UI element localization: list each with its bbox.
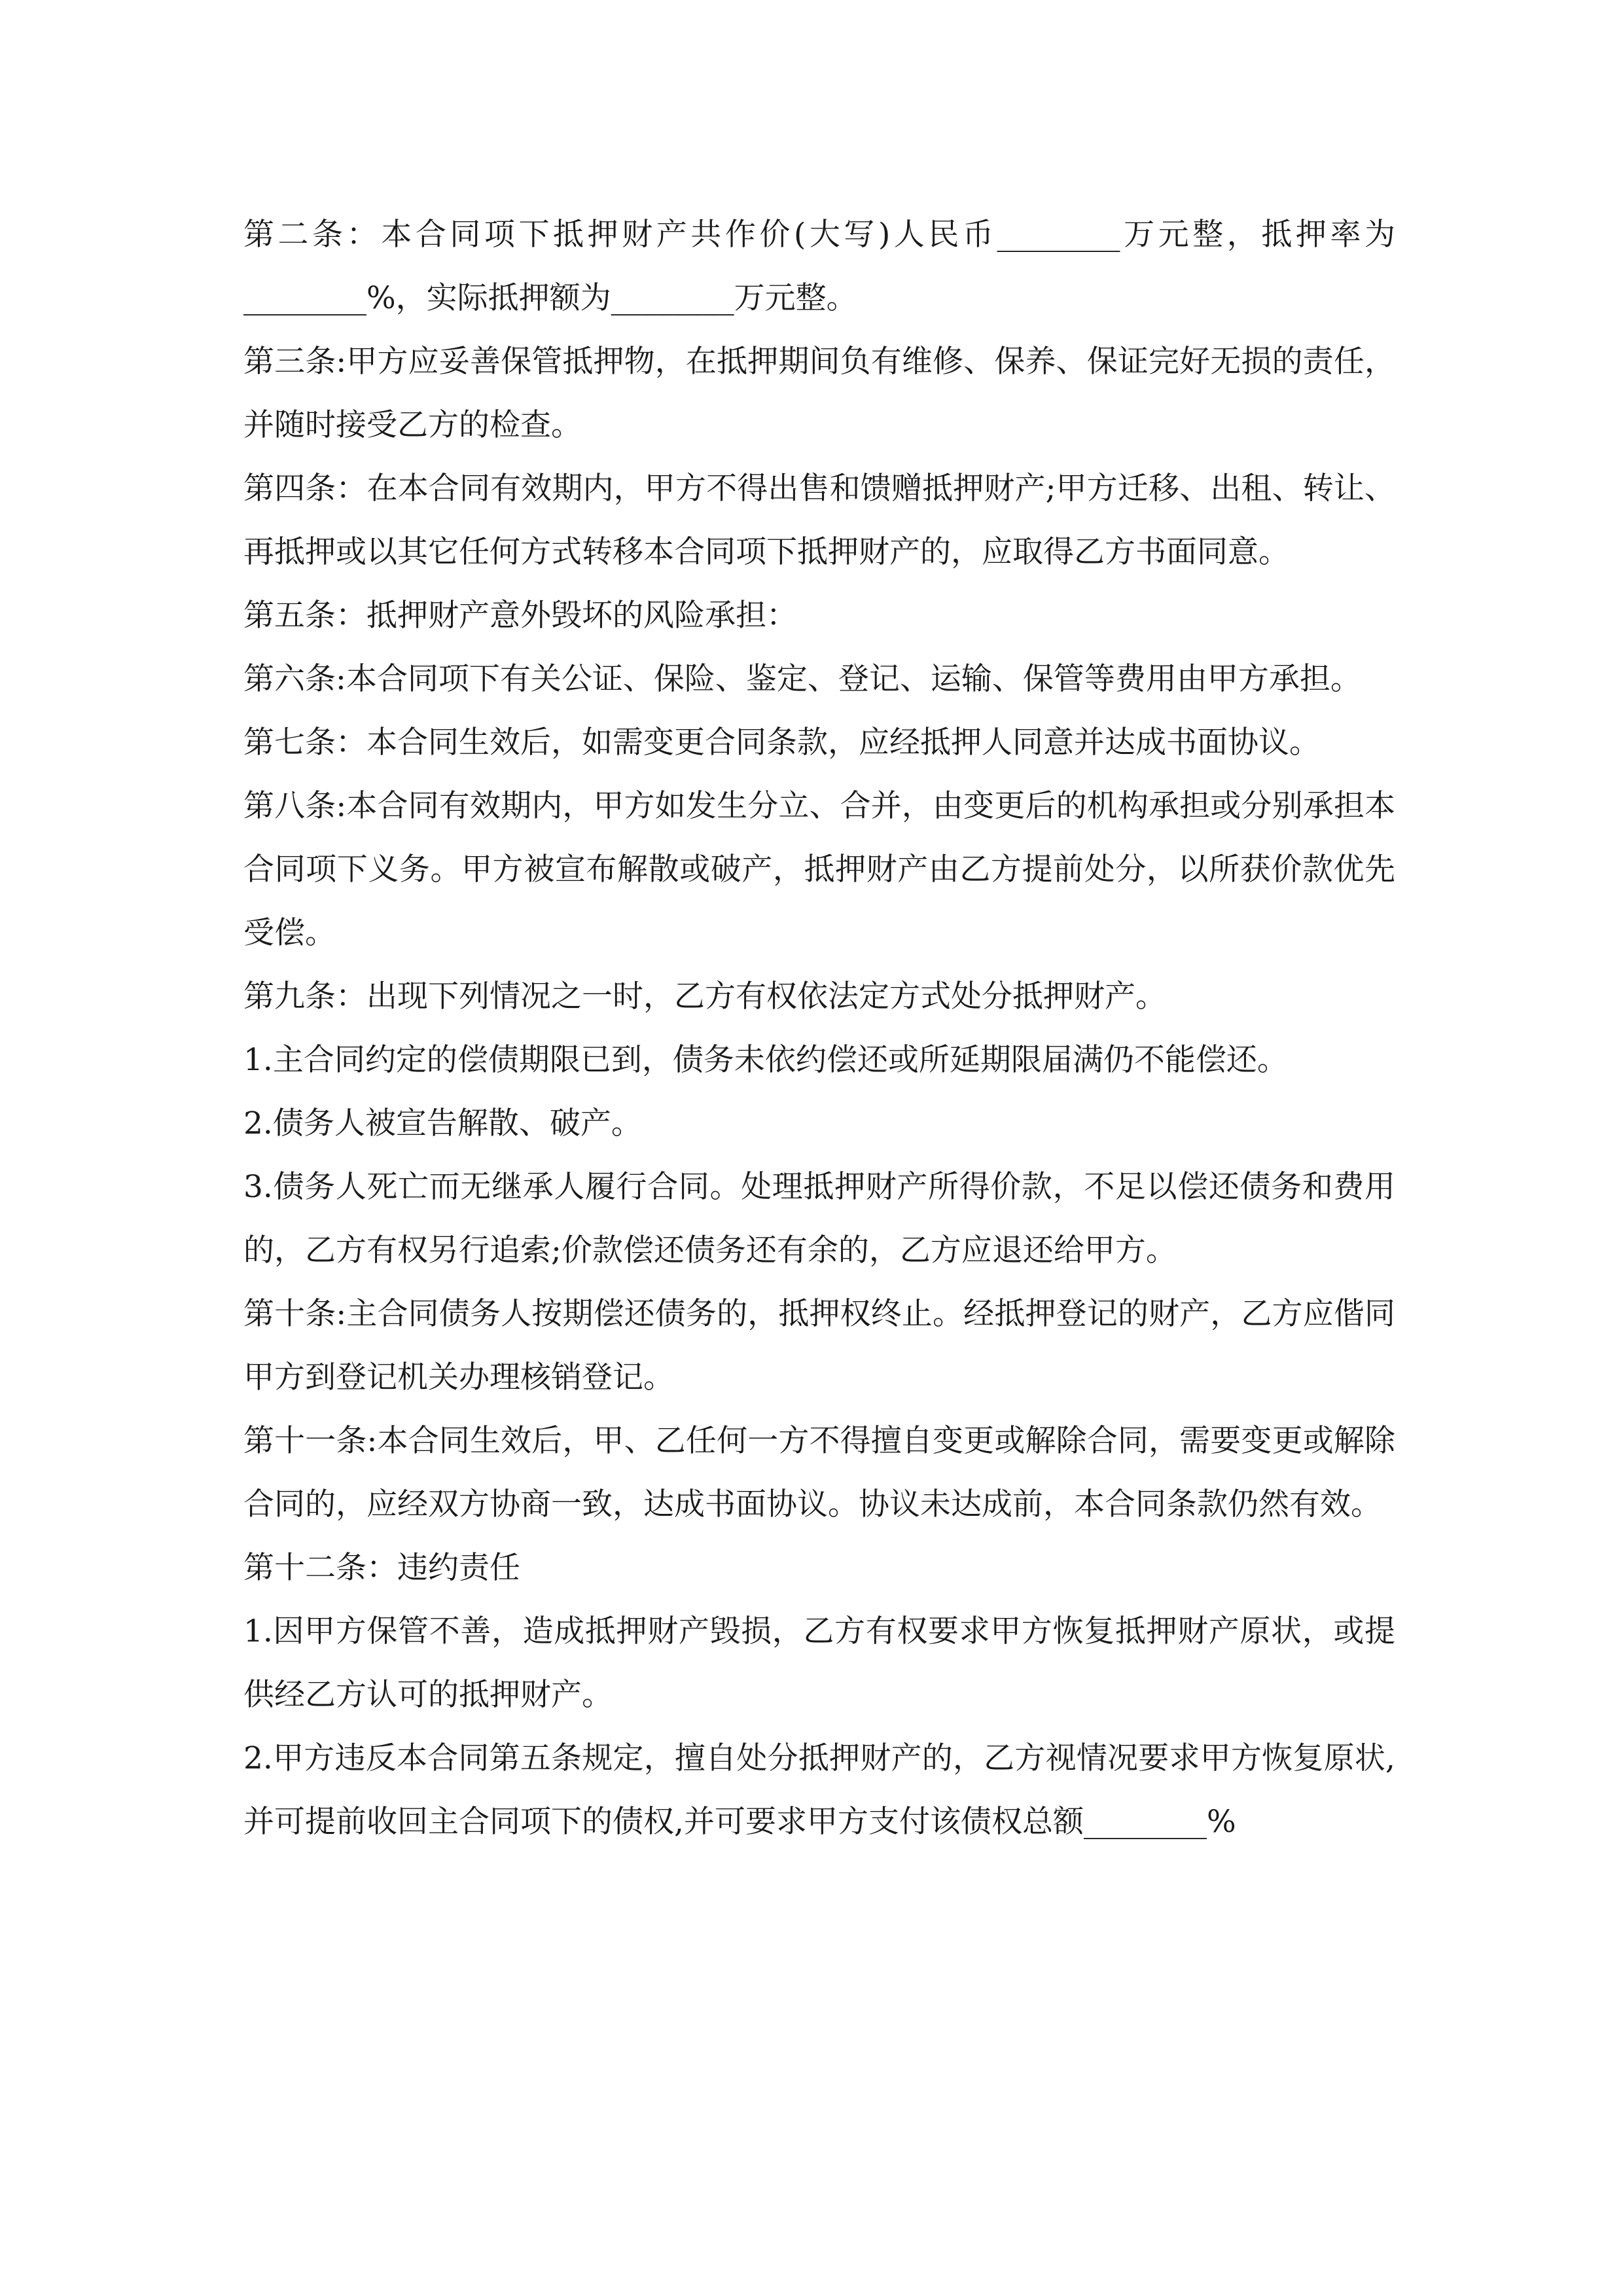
clause-7: 第七条：本合同生效后，如需变更合同条款，应经抵押人同意并达成书面协议。 [243,725,1320,761]
clause-9-item-2: 2.债务人被宣告解散、破产。 [243,1105,642,1141]
clause-12-item-2: 2.甲方违反本合同第五条规定，擅自处分抵押财产的，乙方视情况要求甲方恢复原状,并可提前收回主合同项下的债权,并可要求甲方支付该债权总额________% [243,1740,1395,1840]
clause-6: 第六条:本合同项下有关公证、保险、鉴定、登记、运输、保管等费用由甲方承担。 [243,661,1361,697]
clause-11: 第十一条:本合同生效后，甲、乙任何一方不得擅自变更或解除合同，需要变更或解除合同的，应经双方协商一致，达成书面协议。协议未达成前，本合同条款仍然有效。 [243,1423,1395,1522]
clause-2: 第二条：本合同项下抵押财产共作价(大写)人民币________万元整，抵押率为________%，实际抵押额为________万元整。 [243,217,1395,316]
clause-12: 第十二条：违约责任 [243,1550,520,1586]
clause-10: 第十条:主合同债务人按期偿还债务的，抵押权终止。经抵押登记的财产，乙方应偕同甲方到登记机关办理核销登记。 [243,1296,1395,1395]
clause-9-item-3: 3.债务人死亡而无继承人履行合同。处理抵押财产所得价款，不足以偿还债务和费用的，乙方有权另行追索;价款偿还债务还有余的，乙方应退还给甲方。 [243,1169,1395,1268]
clause-8: 第八条:本合同有效期内，甲方如发生分立、合并，由变更后的机构承担或分别承担本合同项下义务。甲方被宣布解散或破产，抵押财产由乙方提前处分，以所获价款优先受偿。 [243,788,1395,951]
clause-5: 第五条：抵押财产意外毁坏的风险承担： [243,598,797,634]
clause-9-item-1: 1.主合同约定的偿债期限已到，债务未依约偿还或所延期限届满仍不能偿还。 [243,1042,1288,1078]
clause-9: 第九条：出现下列情况之一时，乙方有权依法定方式处分抵押财产。 [243,978,1166,1014]
clause-3: 第三条:甲方应妥善保管抵押物，在抵押期间负有维修、保养、保证完好无损的责任，并随时接受乙方的检查。 [243,344,1395,443]
document-page [243,203,1395,1854]
clause-4: 第四条：在本合同有效期内，甲方不得出售和馈赠抵押财产;甲方迁移、出租、转让、再抵押或以其它任何方式转移本合同项下抵押财产的，应取得乙方书面同意。 [243,471,1395,570]
clause-12-item-1: 1.因甲方保管不善，造成抵押财产毁损，乙方有权要求甲方恢复抵押财产原状，或提供经乙方认可的抵押财产。 [243,1613,1395,1713]
